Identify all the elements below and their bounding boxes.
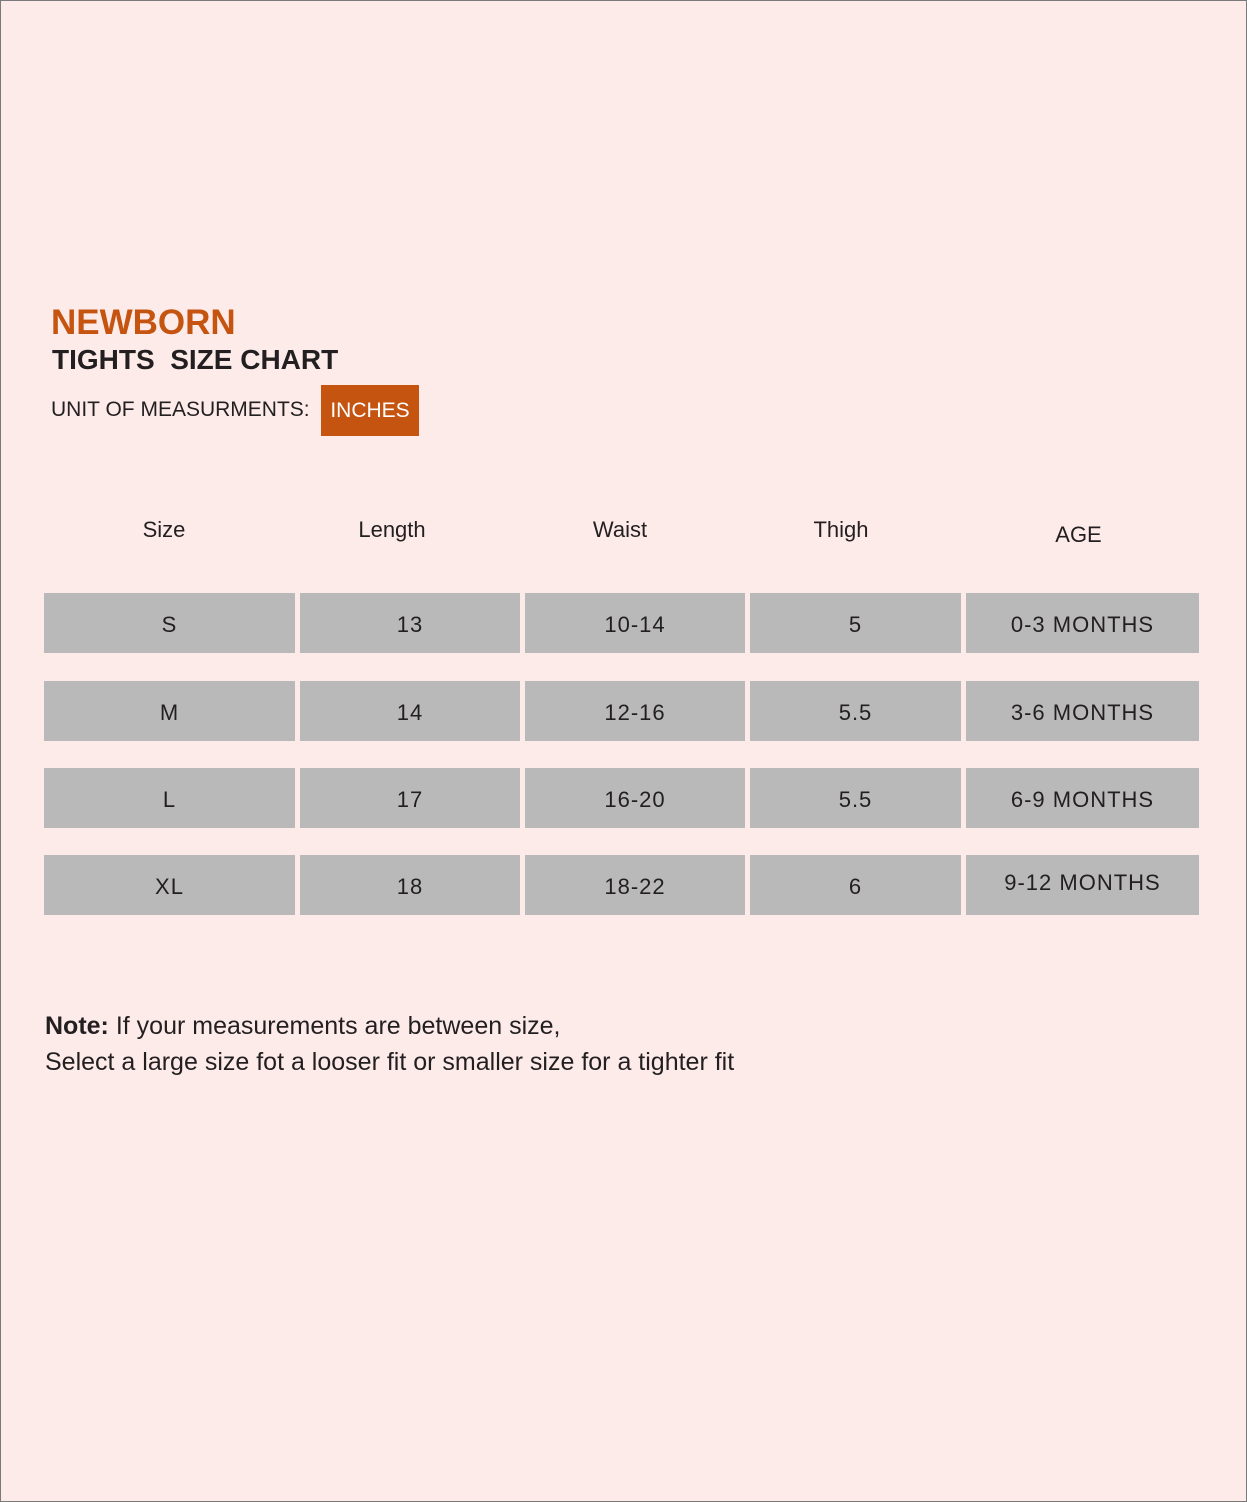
- column-header-age: AGE: [1055, 522, 1102, 547]
- note-line-2: Select a large size fot a looser fit or smaller size for a tighter fit: [45, 1048, 735, 1076]
- column-header-waist: Waist: [592, 517, 648, 542]
- table-cell-length: 14: [300, 681, 520, 741]
- unit-label: UNIT OF MEASURMENTS:: [51, 398, 310, 421]
- fit-note: [45, 1008, 734, 1080]
- table-cell-thigh: 5.5: [750, 681, 961, 741]
- table-cell-waist: 18-22: [525, 855, 745, 915]
- table-cell-length: 18: [300, 855, 520, 915]
- table-cell-waist: 16-20: [525, 768, 745, 828]
- column-header-length: Length: [358, 517, 426, 542]
- table-cell-age: 0-3 MONTHS: [966, 593, 1199, 653]
- table-cell-waist: 12-16: [525, 681, 745, 741]
- table-cell-age: 6-9 MONTHS: [966, 768, 1199, 828]
- column-header-thigh: Thigh: [813, 517, 869, 542]
- table-cell-waist: 10-14: [525, 593, 745, 653]
- table-cell-size: S: [44, 593, 295, 653]
- table-cell-size: XL: [44, 855, 295, 915]
- table-cell-age: 3-6 MONTHS: [966, 681, 1199, 741]
- note-label: Note:: [45, 1012, 109, 1040]
- table-cell-size: M: [44, 681, 295, 741]
- table-cell-length: 13: [300, 593, 520, 653]
- unit-badge: INCHES: [321, 385, 419, 436]
- table-cell-age: 9-12 MONTHS: [966, 855, 1199, 915]
- table-cell-thigh: 6: [750, 855, 961, 915]
- page-subtitle: TIGHTS SIZE CHART: [52, 344, 339, 375]
- column-header-size: Size: [142, 517, 186, 542]
- table-cell-thigh: 5: [750, 593, 961, 653]
- note-line-1: If your measurements are between size,: [108, 1012, 561, 1040]
- table-cell-size: L: [44, 768, 295, 828]
- page-title: NEWBORN: [51, 303, 236, 342]
- table-cell-length: 17: [300, 768, 520, 828]
- table-cell-thigh: 5.5: [750, 768, 961, 828]
